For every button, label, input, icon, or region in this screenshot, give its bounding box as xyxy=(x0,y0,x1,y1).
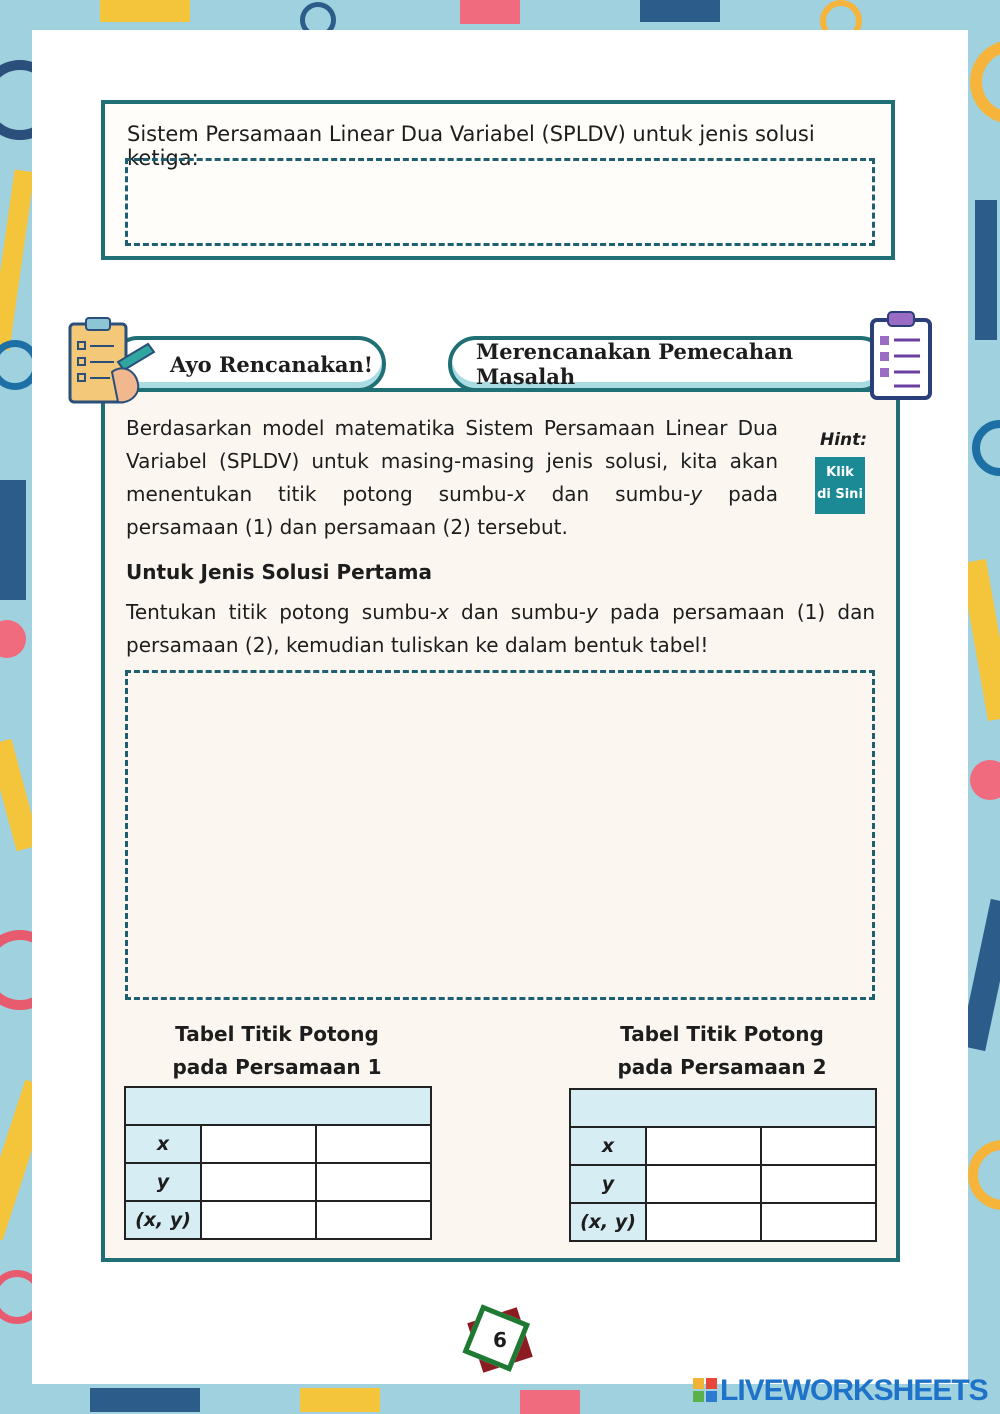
table-row xyxy=(125,1201,431,1239)
table1-row-label-y: y xyxy=(125,1163,201,1201)
task-var-y: y xyxy=(585,600,598,624)
table1-cell-x1[interactable] xyxy=(201,1125,316,1163)
table2-header-cell xyxy=(570,1089,876,1127)
intro-text-3: pada persamaan (1) dan persamaan (2) tersebut. xyxy=(126,482,778,539)
table1-title-line2: pada Persamaan 1 xyxy=(172,1055,382,1079)
third-solution-answer-area[interactable] xyxy=(125,158,875,246)
first-solution-answer-area[interactable] xyxy=(125,670,875,1000)
table1-cell-xy2[interactable] xyxy=(316,1201,431,1239)
table2-title-line2: pada Persamaan 2 xyxy=(617,1055,827,1079)
ayo-rencanakan-label: Ayo Rencanakan! xyxy=(170,351,373,377)
table1-cell-y1[interactable] xyxy=(201,1163,316,1201)
liveworksheets-logo-icon xyxy=(692,1377,718,1403)
intro-text-1: Berdasarkan model matematika Sistem Persamaan Linear Dua Variabel (SPLDV) untuk masing-masing jenis solusi, kita akan menentukan titik potong sumbu- xyxy=(126,416,778,506)
hint-button[interactable] xyxy=(815,457,865,514)
table1-header-cell xyxy=(125,1087,431,1125)
table-row xyxy=(570,1165,876,1203)
page-number: 6 xyxy=(493,1328,507,1352)
checklist-icon xyxy=(868,308,934,402)
merencanakan-pill xyxy=(448,336,888,392)
hint-button-line2: di Sini xyxy=(817,487,863,502)
table2-row-label-x: x xyxy=(570,1127,646,1165)
table2-cell-xy2[interactable] xyxy=(761,1203,876,1241)
table-row xyxy=(570,1203,876,1241)
table1-row-label-x: x xyxy=(125,1125,201,1163)
table1-intercepts xyxy=(124,1086,432,1240)
table-row xyxy=(125,1125,431,1163)
hint-button-line1: Klik xyxy=(826,465,854,480)
watermark-text: LIVEWORKSHEETS xyxy=(720,1374,988,1407)
page-number-badge xyxy=(467,1307,533,1373)
table1-title xyxy=(127,1018,427,1084)
table1-title-line1: Tabel Titik Potong xyxy=(175,1022,379,1046)
intro-text-2: dan sumbu- xyxy=(525,482,691,506)
hint-label: Hint: xyxy=(820,430,868,450)
intro-var-x: x xyxy=(513,482,526,506)
table2-row-label-y: y xyxy=(570,1165,646,1203)
intro-paragraph xyxy=(126,412,778,544)
clipboard-pencil-icon xyxy=(66,314,162,406)
table2-cell-y1[interactable] xyxy=(646,1165,761,1203)
table1-cell-x2[interactable] xyxy=(316,1125,431,1163)
table2-cell-xy1[interactable] xyxy=(646,1203,761,1241)
liveworksheets-watermark xyxy=(692,1374,988,1408)
task-var-x: x xyxy=(436,600,449,624)
task-text-2: dan sumbu- xyxy=(448,600,586,624)
intro-var-y: y xyxy=(690,482,703,506)
table2-cell-x1[interactable] xyxy=(646,1127,761,1165)
third-solution-label: Sistem Persamaan Linear Dua Variabel (SPLDV) untuk jenis solusi ketiga: xyxy=(127,122,815,170)
table1-row-label-xy: (x, y) xyxy=(125,1201,201,1239)
table2-cell-x2[interactable] xyxy=(761,1127,876,1165)
table-row xyxy=(125,1163,431,1201)
table2-cell-y2[interactable] xyxy=(761,1165,876,1203)
task-text-1: Tentukan titik potong sumbu- xyxy=(126,600,437,624)
task-paragraph xyxy=(126,596,875,662)
table2-intercepts xyxy=(569,1088,877,1242)
table1-cell-xy1[interactable] xyxy=(201,1201,316,1239)
table2-title xyxy=(572,1018,872,1084)
table2-title-line1: Tabel Titik Potong xyxy=(620,1022,824,1046)
merencanakan-label: Merencanakan Pemecahan Masalah xyxy=(476,339,794,389)
task-text-3: pada persamaan (1) dan persamaan (2), kemudian tuliskan ke dalam bentuk tabel! xyxy=(126,600,875,657)
table1-cell-y2[interactable] xyxy=(316,1163,431,1201)
subheading-first-solution: Untuk Jenis Solusi Pertama xyxy=(126,560,432,584)
table-row xyxy=(570,1127,876,1165)
table2-row-label-xy: (x, y) xyxy=(570,1203,646,1241)
